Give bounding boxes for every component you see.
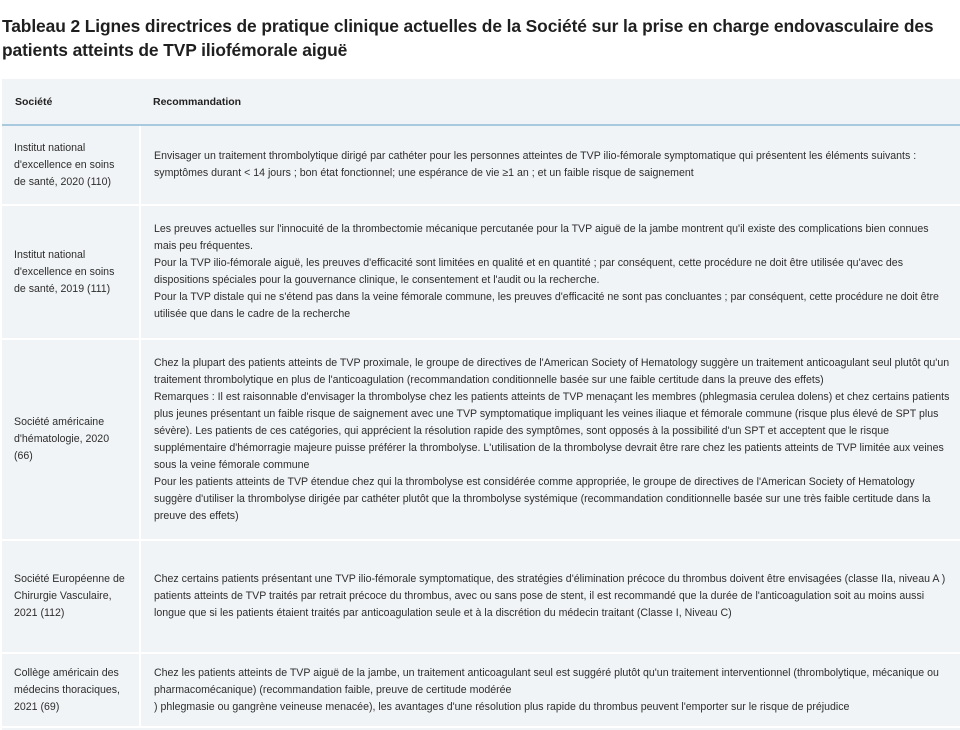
table-row bbox=[2, 206, 960, 340]
recommendation-cell bbox=[141, 126, 960, 204]
table-row bbox=[2, 541, 960, 654]
table-row bbox=[2, 340, 960, 541]
header-society: Société bbox=[15, 95, 53, 108]
society-cell: Institut national d'excellence en soins de santé, 2019 (111) bbox=[2, 206, 141, 338]
society-cell: Institut national d'excellence en soins de santé, 2020 (110) bbox=[2, 126, 141, 204]
table-header-row bbox=[2, 79, 960, 126]
recommendation-text: Chez la plupart des patients atteints de TVP proximale, le groupe de directives de l'American Society of Hematology suggère un traitement anticoagulant seul plutôt qu'un traitement thrombolytique en plus de l'anticoagulation (recommandation conditionnelle basée sur une faible certitude dans la preuve des effets) bbox=[154, 356, 950, 386]
recommendation-cell bbox=[141, 541, 960, 652]
recommendation-cell bbox=[141, 654, 960, 726]
recommendation-text: Envisager un traitement thrombolytique dirigé par cathéter pour les personnes atteintes de TVP ilio-fémorale symptomatique qui présentent les éléments suivants : symptômes durant < 14 jours ; bon état fonctionnel; une espérance de vie ≥1 an ; et un faible risque de saignement bbox=[154, 150, 917, 179]
guidelines-table bbox=[2, 79, 960, 730]
recommendation-text: patients atteints de TVP traités par retrait précoce du thrombus, avec ou sans pose de stent, il est recommandé que la durée de l'anticoagulation soit au moins aussi longue que si les patients étaient traités par anticoagulation seule et à la discrétion du médecin traitant (Classe I, Niveau C) bbox=[154, 590, 925, 619]
recommendation-text: Chez les patients atteints de TVP aiguë de la jambe, un traitement anticoagulant seul est suggéré plutôt qu'un traitement interventionnel (thrombolytique, mécanique ou pharmacomécanique) (recommandation faible, preuve de certitude modérée bbox=[154, 666, 939, 696]
header-recommendation: Recommandation bbox=[153, 95, 242, 108]
recommendation-text: Pour la TVP ilio-fémorale aiguë, les preuves d'efficacité sont limitées en qualité et en quantité ; par conséquent, cette procédure ne doit être utilisée qu'avec des dispositions spéciales pour la gouvernance clinique, le consentement et l'audit ou la recherche. bbox=[154, 257, 904, 286]
society-cell: Collège américain des médecins thoraciques, 2021 (69) bbox=[2, 654, 141, 726]
recommendation-text: Remarques : Il est raisonnable d'envisager la thrombolyse chez les patients atteints de TVP menaçant les membres (phlegmasia cerulea dolens) et chez certains patients plus jeunes présentant un faible risque de saignement avec une TVP symptomatique impliquant les veines iliaque et fémorale commune (risque plus élevé de SPT plus sévère). Les patients de ces catégories, qui apprécient la résolution rapide des symptômes, sont opposés à la possibilité d'un SPT et acceptent que le risque supplémentaire d'hémorragie majeure puisse préférer la thrombolyse. L'utilisation de la thrombolyse devrait être rare chez les patients atteints de TVP limitée aux veines sous la veine fémorale commune bbox=[154, 390, 950, 471]
recommendation-cell bbox=[141, 340, 960, 539]
society-cell: Société Européenne de Chirurgie Vasculaire, 2021 (112) bbox=[2, 541, 141, 652]
recommendation-text: Pour les patients atteints de TVP étendue chez qui la thrombolyse est considérée comme appropriée, le groupe de directives de l'American Society of Hematology suggère d'utiliser la thrombolyse dirigée par cathéter plutôt que la thrombolyse systémique (recommandation conditionnelle basée sur une très faible certitude dans la preuve des effets) bbox=[154, 475, 931, 522]
table-row bbox=[2, 126, 960, 206]
recommendation-text: Pour la TVP distale qui ne s'étend pas dans la veine fémorale commune, les preuves d'efficacité ne sont pas concluantes ; par conséquent, cette procédure ne doit être utilisée que dans le cadre de la recherche bbox=[154, 291, 939, 320]
recommendation-cell bbox=[141, 206, 960, 338]
table-row bbox=[2, 654, 960, 728]
table-title: Tableau 2 Lignes directrices de pratique clinique actuelles de la Société sur la prise en charge endovasculaire des patients atteints de TVP iliofémorale aiguë bbox=[2, 16, 934, 60]
recommendation-text: Les preuves actuelles sur l'innocuité de la thrombectomie mécanique percutanée pour la TVP aiguë de la jambe montrent qu'il existe des complications bien connues mais peu fréquentes. bbox=[154, 223, 929, 252]
society-cell: Société américaine d'hématologie, 2020 (66) bbox=[2, 340, 141, 539]
recommendation-text: ) phlegmasie ou gangrène veineuse menacée), les avantages d'une résolution plus rapide du thrombus peuvent l'emporter sur le risque de préjudice bbox=[154, 700, 850, 713]
recommendation-text: Chez certains patients présentant une TVP ilio-fémorale symptomatique, des stratégies d'élimination précoce du thrombus doivent être envisagées (classe IIa, niveau A ) bbox=[154, 573, 946, 585]
